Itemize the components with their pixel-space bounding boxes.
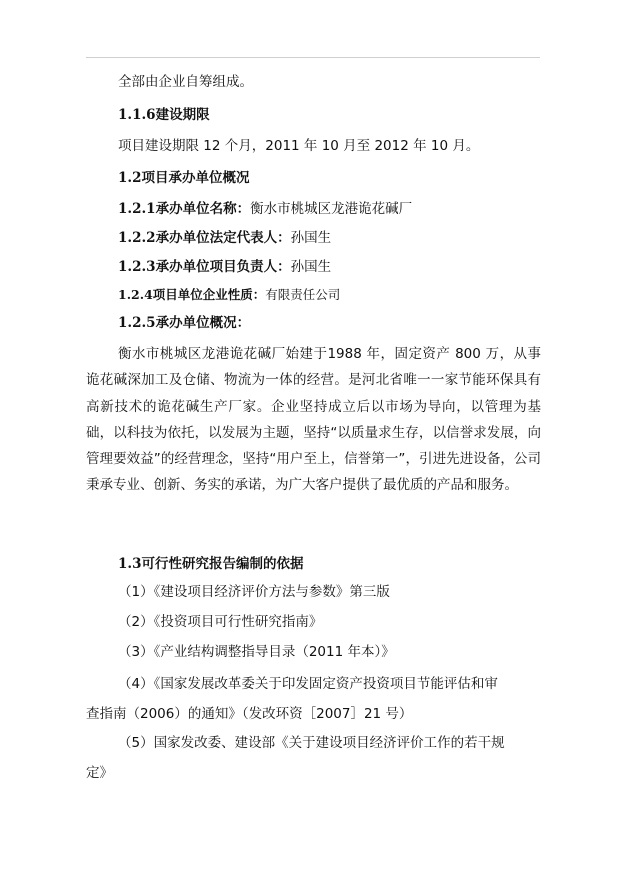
reference-item: （4）《国家发展改革委关于印发固定资产投资项目节能评估和审 xyxy=(118,676,498,692)
field-label: 1.2.2承办单位法定代表人： xyxy=(118,230,291,246)
field-label: 1.2.3承办单位项目负责人： xyxy=(118,259,291,275)
field-label: 1.2.1承办单位名称： xyxy=(118,201,251,217)
section-heading-1-2: 1.2项目承办单位概况 xyxy=(118,170,250,186)
reference-item: （5）国家发改委、建设部《关于建设项目经济评价工作的若干规 xyxy=(118,735,505,751)
field-value: 孙国生 xyxy=(290,230,332,246)
section-heading-1-3: 1.3可行性研究报告编制的依据 xyxy=(118,556,304,572)
text-line: 全部由企业自筹组成。 xyxy=(118,74,253,90)
field-value: 衡水市桃城区龙港诡花碱厂 xyxy=(250,201,413,217)
header-rule xyxy=(86,57,540,58)
reference-item-continued: 定》 xyxy=(86,765,113,781)
text-line: 项目建设期限 12 个月，2011 年 10 月至 2012 年 10 月。 xyxy=(118,138,480,154)
field-label: 1.2.4项目单位企业性质： xyxy=(118,287,266,302)
company-overview-paragraph: 衡水市桃城区龙港诡花碱厂始建于1988 年，固定资产 800 万，从事诡花碱深加工及仓储、物流为一体的经营。是河北省唯一一家节能环保具有高新技术的诡花碱生产厂家。企业坚持成立后以市场为导向，以管理为基础，以科技为依托，以发展为主题，坚持“以质量求生存，以信誉求发展，向管理要效益”的经营理念，坚持“用户至上，信誉第一”，引进先进设备，公司秉承专业、创新、务实的承诺，为广大客户提供了最优质的产品和服务。 xyxy=(86,346,541,494)
reference-item: （2）《投资项目可行性研究指南》 xyxy=(118,614,323,630)
field-unit-name xyxy=(118,199,412,219)
reference-item-continued: 查指南（2006）的通知》（发改环资［2007］21 号） xyxy=(86,706,413,722)
field-legal-representative xyxy=(118,228,331,248)
reference-item: （1）《建设项目经济评价方法与参数》第三版 xyxy=(118,584,390,600)
section-heading-1-2-5: 1.2.5承办单位概况： xyxy=(118,315,251,331)
field-value: 有限责任公司 xyxy=(265,287,341,302)
field-project-leader xyxy=(118,257,331,277)
field-enterprise-nature xyxy=(118,285,340,305)
field-value: 孙国生 xyxy=(290,259,332,275)
reference-item: （3）《产业结构调整指导目录（2011 年本）》 xyxy=(118,644,395,660)
section-heading-1-1-6: 1.1.6建设期限 xyxy=(118,107,210,123)
